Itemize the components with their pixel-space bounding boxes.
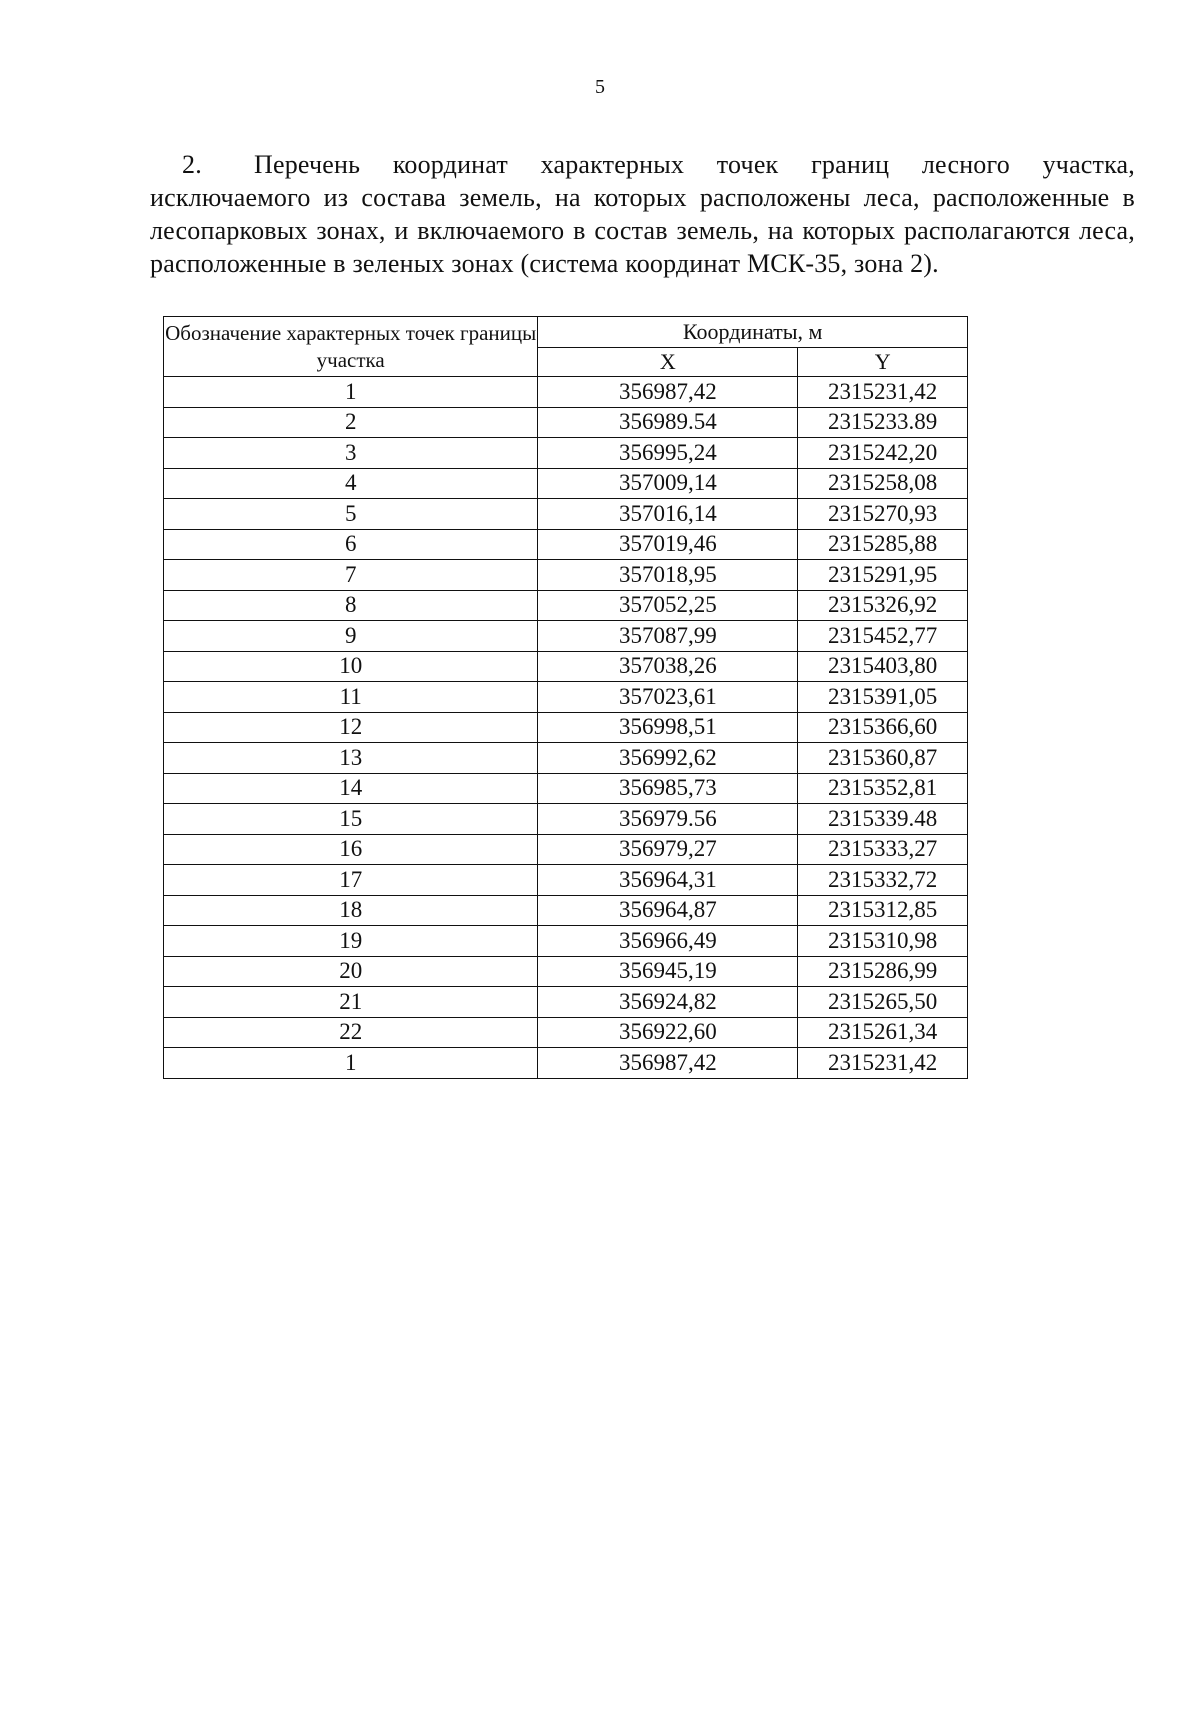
x-cell: 357016,14 <box>538 499 798 530</box>
table-row <box>164 438 968 469</box>
table-row <box>164 1017 968 1048</box>
y-cell: 2315286,99 <box>798 956 968 987</box>
point-cell: 10 <box>164 651 538 682</box>
x-cell: 357009,14 <box>538 468 798 499</box>
x-cell: 356992,62 <box>538 743 798 774</box>
point-cell: 14 <box>164 773 538 804</box>
table-row <box>164 651 968 682</box>
x-cell: 356922,60 <box>538 1017 798 1048</box>
y-cell: 2315258,08 <box>798 468 968 499</box>
table-row <box>164 407 968 438</box>
x-cell: 357087,99 <box>538 621 798 652</box>
section-number: 2. <box>182 150 202 179</box>
table-row <box>164 560 968 591</box>
table-row <box>164 499 968 530</box>
y-cell: 2315285,88 <box>798 529 968 560</box>
table-row <box>164 804 968 835</box>
table-row <box>164 682 968 713</box>
y-cell: 2315310,98 <box>798 926 968 957</box>
table-row <box>164 590 968 621</box>
table-row <box>164 377 968 408</box>
x-cell: 356987,42 <box>538 377 798 408</box>
x-cell: 356998,51 <box>538 712 798 743</box>
table-row <box>164 743 968 774</box>
point-cell: 11 <box>164 682 538 713</box>
point-cell: 4 <box>164 468 538 499</box>
x-cell: 357019,46 <box>538 529 798 560</box>
point-cell: 12 <box>164 712 538 743</box>
x-cell: 357023,61 <box>538 682 798 713</box>
point-cell: 6 <box>164 529 538 560</box>
x-cell: 357052,25 <box>538 590 798 621</box>
table-row <box>164 865 968 896</box>
y-cell: 2315366,60 <box>798 712 968 743</box>
y-cell: 2315312,85 <box>798 895 968 926</box>
x-cell: 356945,19 <box>538 956 798 987</box>
point-cell: 19 <box>164 926 538 957</box>
x-cell: 357038,26 <box>538 651 798 682</box>
point-cell: 2 <box>164 407 538 438</box>
point-cell: 9 <box>164 621 538 652</box>
coordinates-header: Координаты, м <box>538 317 968 348</box>
y-header: Y <box>798 348 968 377</box>
table-row <box>164 926 968 957</box>
y-cell: 2315333,27 <box>798 834 968 865</box>
intro-paragraph <box>150 148 1135 280</box>
y-cell: 2315352,81 <box>798 773 968 804</box>
table-row <box>164 773 968 804</box>
y-cell: 2315291,95 <box>798 560 968 591</box>
x-cell: 356979,27 <box>538 834 798 865</box>
x-cell: 356987,42 <box>538 1048 798 1079</box>
table-row <box>164 468 968 499</box>
table-row <box>164 834 968 865</box>
y-cell: 2315261,34 <box>798 1017 968 1048</box>
table-row <box>164 529 968 560</box>
table-body <box>164 377 968 1079</box>
y-cell: 2315403,80 <box>798 651 968 682</box>
point-cell: 17 <box>164 865 538 896</box>
point-cell: 16 <box>164 834 538 865</box>
y-cell: 2315231,42 <box>798 1048 968 1079</box>
point-cell: 7 <box>164 560 538 591</box>
x-cell: 356989.54 <box>538 407 798 438</box>
intro-text: Перечень координат характерных точек границ лесного участка, исключаемого из состава земель, на которых расположены леса, расположенные в лесопарковых зонах, и включаемого в состав земель, на которых располагаются леса, расположенные в зеленых зонах (система координат МСК-35, зона 2). <box>150 150 1135 278</box>
y-cell: 2315242,20 <box>798 438 968 469</box>
table-row <box>164 956 968 987</box>
point-cell: 3 <box>164 438 538 469</box>
table-row <box>164 712 968 743</box>
x-cell: 356924,82 <box>538 987 798 1018</box>
table-row <box>164 987 968 1018</box>
x-cell: 357018,95 <box>538 560 798 591</box>
table-header-row <box>164 317 968 348</box>
y-cell: 2315270,93 <box>798 499 968 530</box>
x-cell: 356966,49 <box>538 926 798 957</box>
table-row <box>164 1048 968 1079</box>
x-cell: 356964,87 <box>538 895 798 926</box>
point-label-header: Обозначение характерных точек границы участка <box>164 317 538 377</box>
y-cell: 2315326,92 <box>798 590 968 621</box>
point-cell: 20 <box>164 956 538 987</box>
y-cell: 2315339.48 <box>798 804 968 835</box>
table-row <box>164 895 968 926</box>
point-cell: 21 <box>164 987 538 1018</box>
x-header: X <box>538 348 798 377</box>
point-cell: 5 <box>164 499 538 530</box>
point-cell: 1 <box>164 1048 538 1079</box>
y-cell: 2315332,72 <box>798 865 968 896</box>
page-number: 5 <box>595 76 605 98</box>
y-cell: 2315360,87 <box>798 743 968 774</box>
point-cell: 13 <box>164 743 538 774</box>
y-cell: 2315452,77 <box>798 621 968 652</box>
coordinates-table <box>163 316 968 1079</box>
x-cell: 356964,31 <box>538 865 798 896</box>
y-cell: 2315231,42 <box>798 377 968 408</box>
point-cell: 1 <box>164 377 538 408</box>
y-cell: 2315391,05 <box>798 682 968 713</box>
x-cell: 356985,73 <box>538 773 798 804</box>
y-cell: 2315233.89 <box>798 407 968 438</box>
y-cell: 2315265,50 <box>798 987 968 1018</box>
x-cell: 356979.56 <box>538 804 798 835</box>
point-cell: 8 <box>164 590 538 621</box>
x-cell: 356995,24 <box>538 438 798 469</box>
point-cell: 15 <box>164 804 538 835</box>
point-cell: 18 <box>164 895 538 926</box>
table-row <box>164 621 968 652</box>
point-cell: 22 <box>164 1017 538 1048</box>
